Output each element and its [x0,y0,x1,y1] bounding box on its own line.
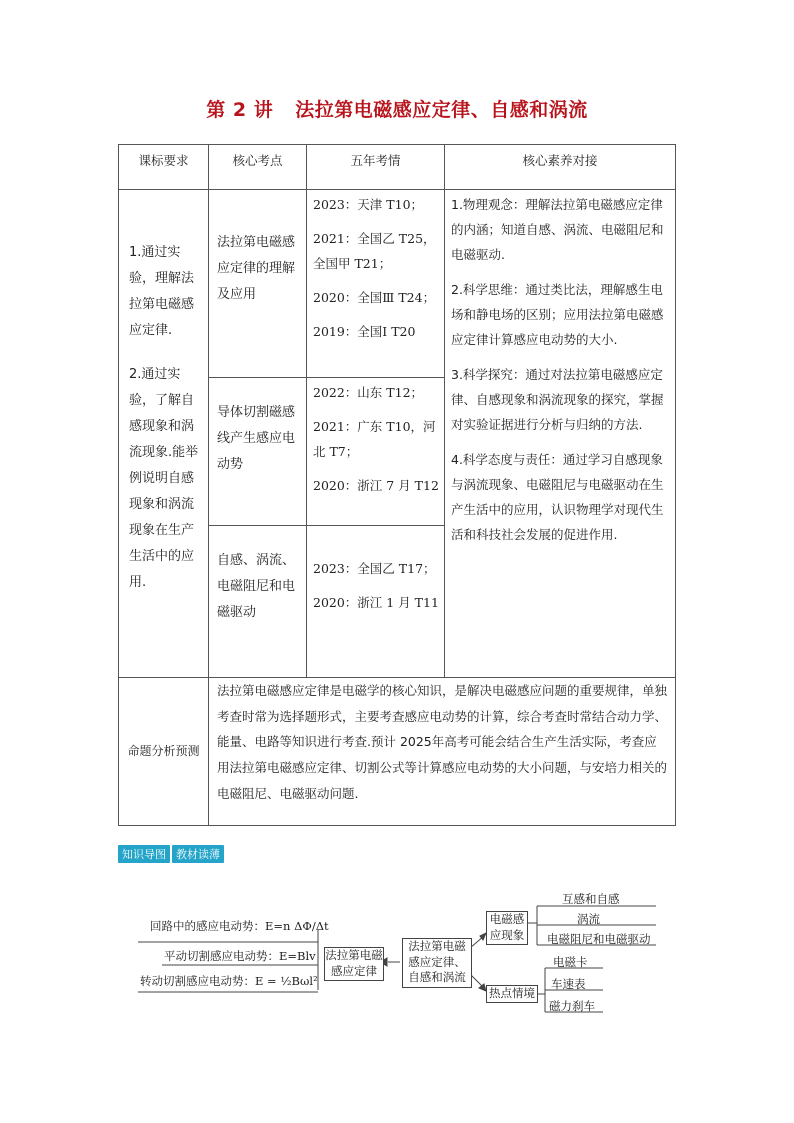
topic-cell: 自感、涡流、电磁阻尼和电磁驱动 [209,526,307,678]
section-tags [118,845,224,863]
exam-item: 2020：浙江 1 月 T11 [313,594,439,610]
lecture-title: 法拉第电磁感应定律、自感和涡流 [295,99,588,121]
formula-translation-eq: E=Blv [279,949,316,963]
formula-rotation [140,973,318,989]
exam-cell [307,526,445,678]
overview-table [118,144,676,826]
formula-loop-label: 回路中的感应电动势： [150,919,265,933]
phen-item: 涡流 [577,912,600,926]
exam-item: 2019：全国Ⅰ T20 [313,323,416,339]
requirements-cell [119,190,209,678]
hot-item: 电磁卡 [553,955,588,969]
tag-knowledge-map: 知识导图 [118,845,170,863]
page-title [0,95,794,122]
prediction-text: 法拉第电磁感应定律是电磁学的核心知识，是解决电磁感应问题的重要规律，单独考查时常为选择题形式，主要考查感应电动势的计算，综合考查时常结合动力学、能量、电路等知识进行考查.预计 2025年高考可能会结合生产生活实际，考查应用法拉第电磁感应定律、切割公式等计算感应电动势的大小问题，与安培力相关的电磁阻尼、电磁驱动问题. [209,678,676,826]
literacy-item: 2.科学思维：通过类比法，理解感生电场和静电场的区别；应用法拉第电磁感应定律计算感应电动势的大小. [451,282,664,347]
box-hot-scenarios: 热点情境 [486,985,538,1003]
box-faraday-law: 法拉第电磁感应定律 [324,947,384,981]
header-literacy: 核心素养对接 [445,145,676,190]
table-row [119,678,676,826]
literacy-item: 3.科学探究：通过对法拉第电磁感应定律、自感现象和涡流现象的探究，掌握对实验证据进行分析与归纳的方法. [451,367,664,432]
exam-item: 2022：山东 T12； [313,385,424,400]
formula-translation [164,948,316,964]
exam-item: 2023：全国乙 T17； [313,561,436,576]
tag-textbook: 教材读薄 [172,845,224,863]
exam-cell [307,378,445,526]
exam-item: 2023：天津 T10； [313,197,424,212]
exam-item: 2021：全国乙 T25，全国甲 T21； [313,230,436,272]
requirement-item: 1.通过实验，理解法拉第电磁感应定律. [129,245,195,338]
topic-cell: 导体切割磁感线产生感应电动势 [209,378,307,526]
formula-loop [150,918,329,934]
phen-item: 互感和自感 [562,892,620,906]
literacy-cell [445,190,676,678]
formula-translation-label: 平动切割感应电动势： [164,949,279,963]
exam-item: 2020：浙江 7 月 T12 [313,477,439,493]
header-topics: 核心考点 [209,145,307,190]
table-row [119,190,676,378]
hot-item: 车速表 [551,977,586,991]
phen-item: 电磁阻尼和电磁驱动 [547,932,651,946]
knowledge-map [0,870,794,1030]
literacy-item: 4.科学态度与责任：通过学习自感现象与涡流现象、电磁阻尼与电磁驱动在生产生活中的应用，认识物理学对现代生活和科技社会发展的促进作用. [451,452,664,542]
requirement-item: 2.通过实验，了解自感现象和涡流现象.能举例说明自感现象和涡流现象在生产生活中的应用. [129,367,199,590]
prediction-label: 命题分析预测 [119,678,209,826]
formula-rotation-label: 转动切割感应电动势： [140,974,255,988]
box-phenomena: 电磁感应现象 [486,911,528,945]
header-requirements: 课标要求 [119,145,209,190]
exam-item: 2020：全国Ⅲ T24； [313,289,436,305]
exam-item: 2021：广东 T10，河北 T7； [313,418,436,460]
topic-cell: 法拉第电磁感应定律的理解及应用 [209,190,307,378]
exam-cell [307,190,445,378]
lecture-number: 第 2 讲 [206,99,274,121]
literacy-item: 1.物理观念：理解法拉第电磁感应定律的内涵；知道自感、涡流、电磁阻尼和电磁驱动. [451,197,664,262]
box-center-topic: 法拉第电磁感应定律、自感和涡流 [402,938,472,988]
table-header-row [119,145,676,190]
knowledge-map-lines [0,870,794,1030]
hot-item: 磁力刹车 [549,999,595,1013]
formula-loop-eq: E=n ΔΦ/Δt [265,919,329,933]
formula-rotation-eq: E = ½Bωl² [255,974,318,988]
header-exams: 五年考情 [307,145,445,190]
